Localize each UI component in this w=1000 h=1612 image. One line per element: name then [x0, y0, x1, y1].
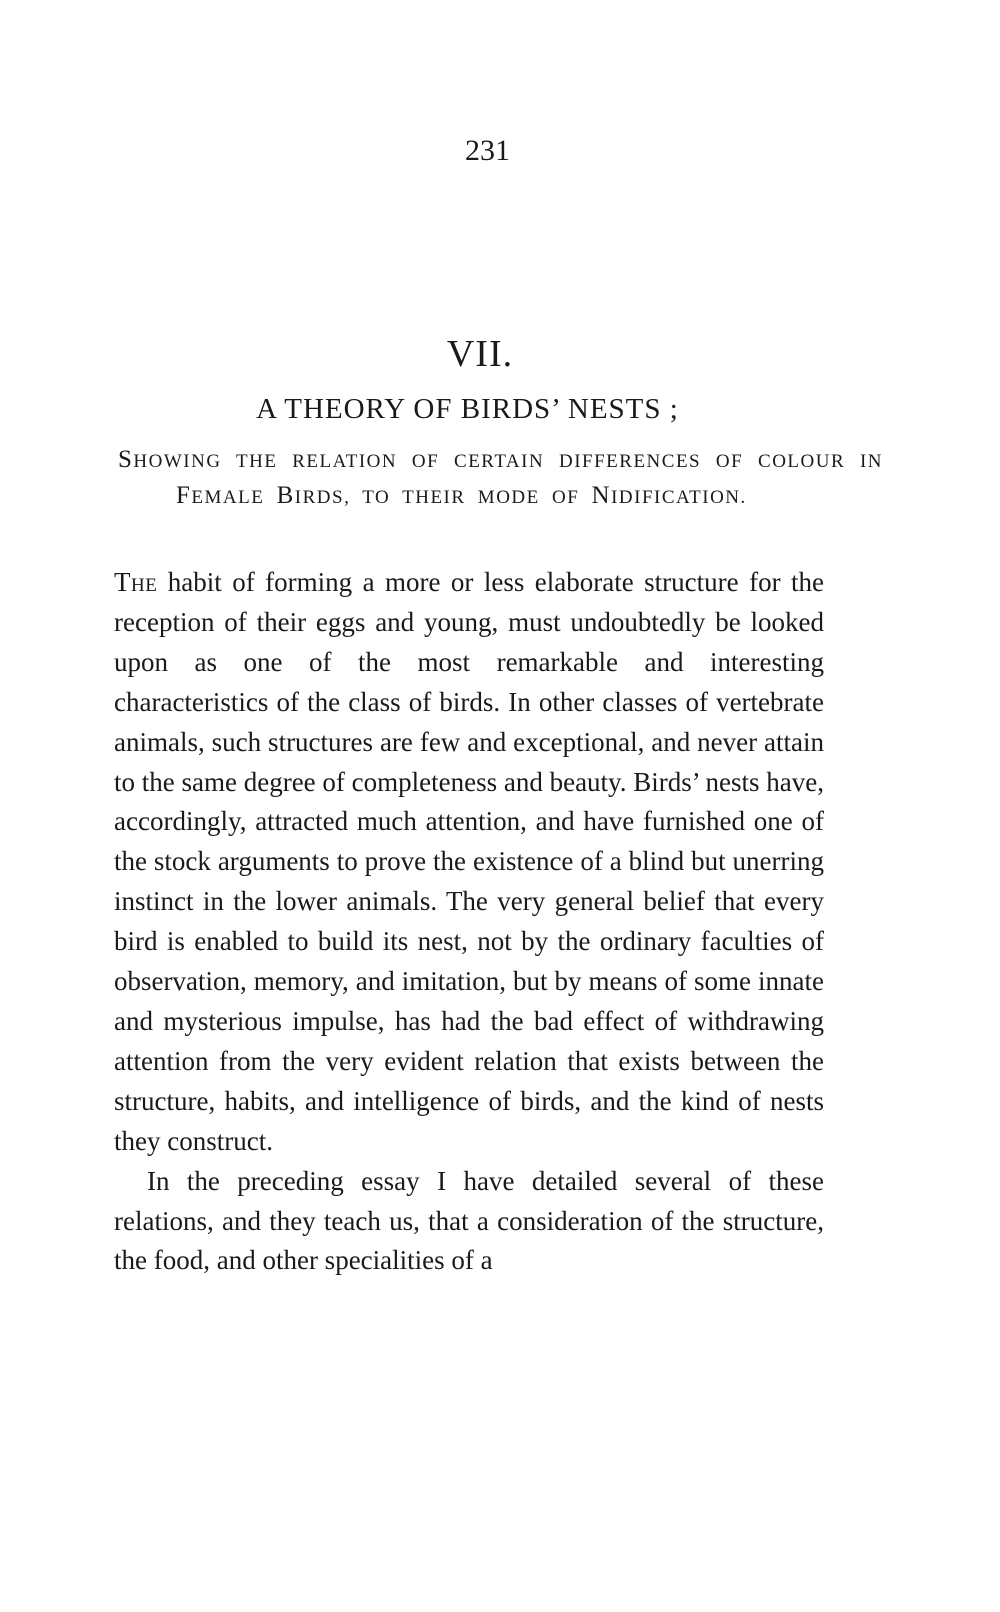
- subtitle-text: EMALE: [191, 487, 277, 508]
- paragraph-lead-word: The: [114, 567, 158, 597]
- essay-title: A THEORY OF BIRDS’ NESTS ;: [256, 393, 679, 425]
- subtitle-initial: B: [276, 482, 295, 509]
- subtitle-text: IRDS, TO THEIR MODE OF: [294, 487, 592, 508]
- subtitle-text: IDIFICATION.: [611, 487, 747, 508]
- chapter-number: VII.: [446, 333, 514, 375]
- subtitle-text: HOWING THE RELATION OF CERTAIN DIFFERENCES OF COLOUR IN: [133, 451, 883, 472]
- subtitle-initial: N: [591, 482, 612, 509]
- subtitle-initial: F: [176, 482, 192, 509]
- subtitle-initial: S: [118, 446, 134, 473]
- paragraph-1-text: habit of forming a more or less elaborate structure for the reception of their eggs and young, must undoubtedly be looked upon as one of the most remarkable and interesting characteristics of the class of birds. In other classes of vertebrate animals, such structures are few and exceptional, and never attain to the same degree of completeness and beauty. Birds’ nests have, accordingly, attracted much attention, and have furnished one of the stock arguments to prove the existence of a blind but unerring instinct in the lower animals. The very general belief that every bird is enabled to build its nest, not by the ordinary faculties of observation, memory, and imitation, but by means of some innate and mysterious impulse, has had the bad effect of withdrawing attention from the very evident relation that exists between the structure, habits, and intelligence of birds, and the kind of nests they construct.: [114, 567, 825, 1156]
- body-text: [114, 563, 824, 1281]
- paragraph-1: [114, 563, 824, 1162]
- essay-subtitle: [118, 443, 883, 515]
- paragraph-2: In the preceding essay I have detailed several of these relations, and they teach us, that a consideration of the structure, the food, and other specialities of a: [114, 1165, 824, 1276]
- page-number: 231: [465, 134, 510, 167]
